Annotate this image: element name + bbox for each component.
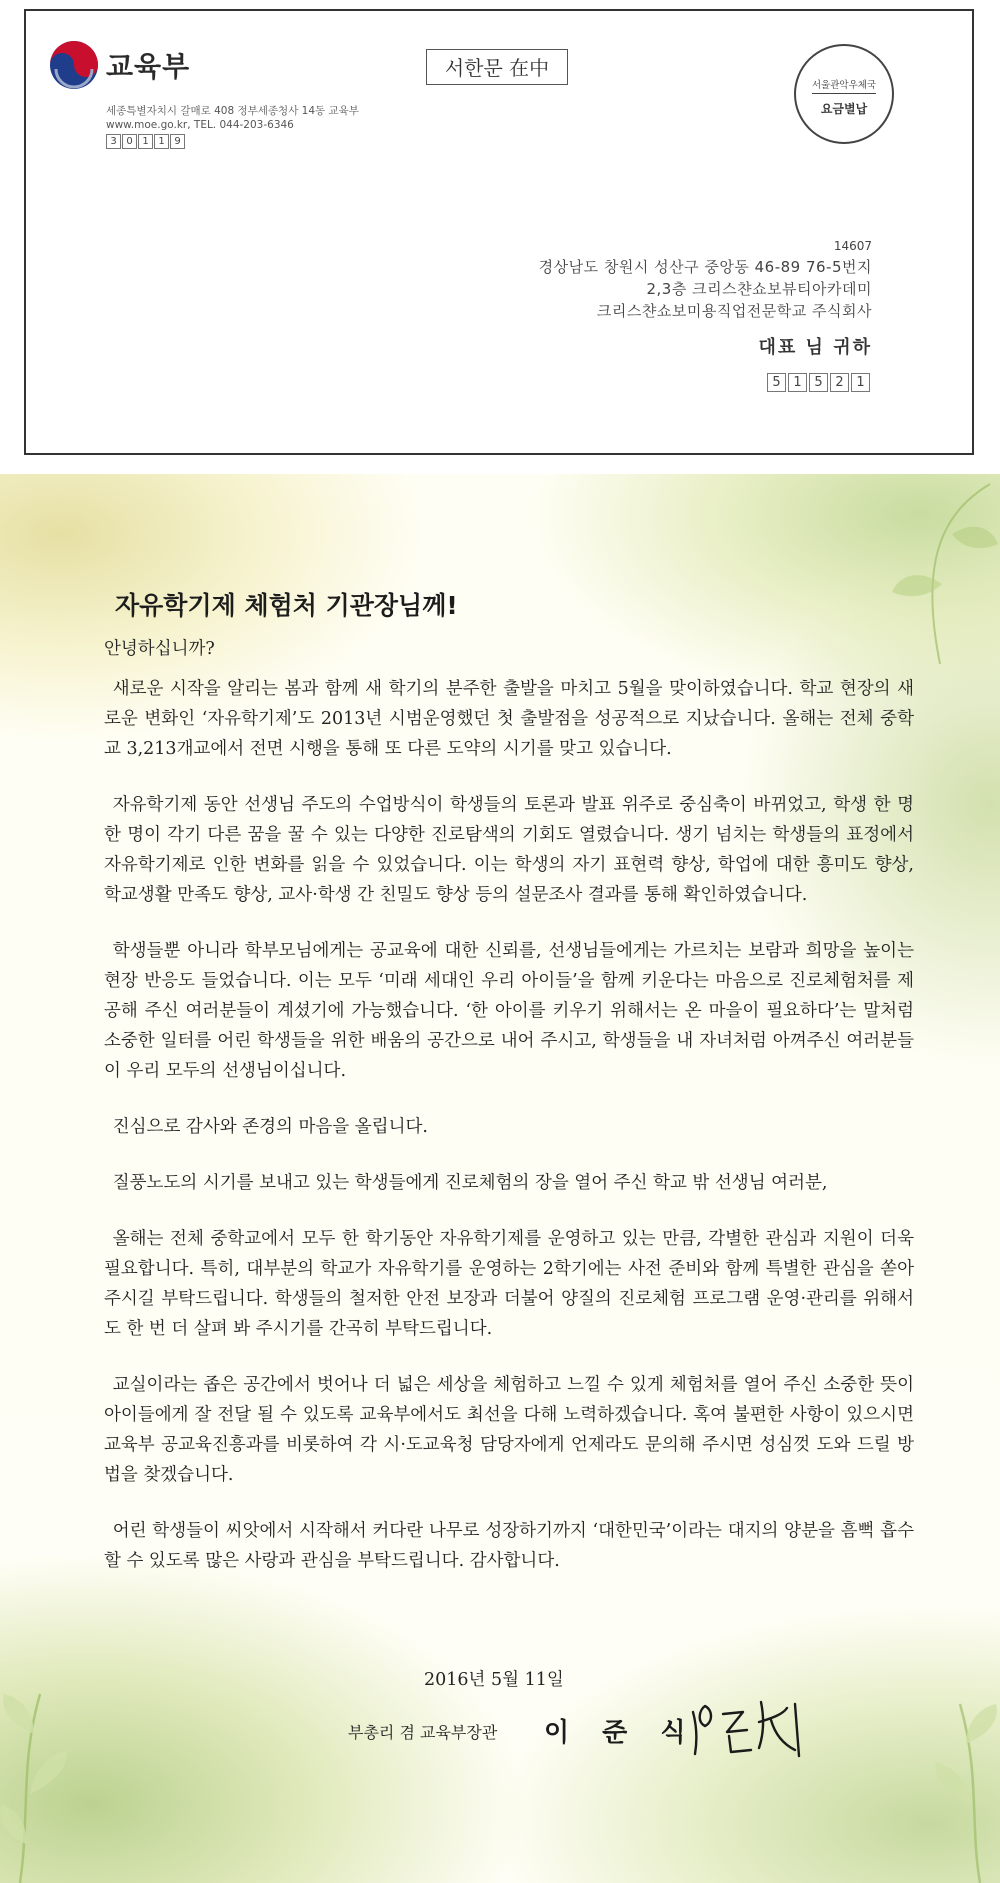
envelope <box>24 9 974 455</box>
letter-paragraph: 자유학기제 동안 선생님 주도의 수업방식이 학생들의 토론과 발표 위주로 중심축이 바뀌었고, 학생 한 명 한 명이 각기 다른 꿈을 꿀 수 있는 다양한 진로탐색의 기회도 열렸습니다. 생기 넘치는 학생들의 표정에서 자유학기제로 인한 변화를 읽을 수 있었습니다. 이는 학생의 자기 표현력 향상, 학업에 대한 흥미도 향상, 학교생활 만족도 향상, 교사·학생 간 친밀도 향상 등의 설문조사 결과를 통해 확인하였습니다. <box>104 795 914 905</box>
zip-digit: 5 <box>767 373 786 392</box>
letter-body <box>104 634 914 1576</box>
letter-paragraph: 올해는 전체 중학교에서 모두 한 학기동안 자유학기제를 운영하고 있는 만큼, 각별한 관심과 지원이 더욱 필요합니다. 특히, 대부분의 학교가 자유학기를 운영하는 2학기에는 사전 준비와 함께 특별한 관심을 쏟아 주시길 부탁드립니다. 학생들의 철저한 안전 보장과 더불어 양질의 진로체험 프로그램 운영·관리를 위해서도 한 번 더 살펴 봐 주시기를 간곡히 부탁드립니다. <box>104 1229 914 1339</box>
recipient-zip: 14607 <box>833 239 872 253</box>
zip-digit: 2 <box>830 373 849 392</box>
handwritten-signature <box>683 1692 813 1762</box>
zip-digit: 3 <box>106 134 121 149</box>
letter-paragraph: 어린 학생들이 씨앗에서 시작해서 커다란 나무로 성장하기까지 ‘대한민국’이라는 대지의 양분을 흠뻑 흡수할 수 있도록 많은 사랑과 관심을 부탁드립니다. 감사합니다. <box>104 1521 914 1571</box>
sender-address: 세종특별자치시 갈매로 408 정부세종청사 14동 교육부 <box>106 105 359 117</box>
letter-date: 2016년 5월 11일 <box>424 1670 564 1690</box>
signer-name: 이 준 식 <box>544 1718 698 1748</box>
zip-digit: 1 <box>154 134 169 149</box>
sender-contact: www.moe.go.kr, TEL. 044-203-6346 <box>106 119 294 131</box>
letter-paragraph: 학생들뿐 아니라 학부모님에게는 공교육에 대한 신뢰를, 선생님들에게는 가르치는 보람과 희망을 높이는 현장 반응도 들었습니다. 이는 모두 ‘미래 세대인 우리 아이들’을 함께 키운다는 마음으로 진로체험처를 제공해 주신 여러분들이 계셨기에 가능했습니다. ‘한 아이를 키우기 위해서는 온 마을이 필요하다’는 말처럼 소중한 일터를 어린 학생들을 위한 배움의 공간으로 내어 주시고, 학생들을 내 자녀처럼 아껴주신 여러분들이 우리 모두의 선생님이십니다. <box>104 941 914 1081</box>
taegeuk-icon <box>48 39 100 91</box>
zip-digit: 1 <box>788 373 807 392</box>
enclosed-letter-stamp: 서한문 在中 <box>426 49 568 85</box>
zip-digit: 5 <box>809 373 828 392</box>
recipient-line: 크리스챤쇼보미용직업전문학교 주식회사 <box>596 302 872 320</box>
letter-greeting: 안녕하십니까? <box>104 639 215 659</box>
letter-paragraph: 질풍노도의 시기를 보내고 있는 학생들에게 진로체험의 장을 열어 주신 학교 밖 선생님 여러분, <box>112 1173 828 1193</box>
zip-digit: 1 <box>138 134 153 149</box>
recipient-title: 대표 님 귀하 <box>758 337 872 358</box>
zip-digit: 0 <box>122 134 137 149</box>
zip-digit: 9 <box>170 134 185 149</box>
letter-paragraph: 새로운 시작을 알리는 봄과 함께 새 학기의 분주한 출발을 마치고 5월을 맞이하였습니다. 학교 현장의 새로운 변화인 ‘자유학기제’도 2013년 시범운영했던 첫 출발점을 성공적으로 지났습니다. 올해는 전체 중학교 3,213개교에서 전면 시행을 통해 또 다른 도약의 시기를 맞고 있습니다. <box>104 679 914 759</box>
ministry-logo <box>48 39 190 91</box>
sender-zip <box>106 134 186 149</box>
recipient-line: 2,3층 크리스챤쇼보뷰티아카데미 <box>646 280 872 298</box>
ministry-name: 교육부 <box>106 50 191 83</box>
postmark-divider <box>812 93 876 94</box>
leaf-decoration-icon <box>0 1654 140 1883</box>
postmark-office: 서울관악우체국 <box>811 80 877 91</box>
recipient-zip-boxes <box>767 373 872 392</box>
postmark <box>794 44 894 144</box>
zip-digit: 1 <box>851 373 870 392</box>
letter-heading: 자유학기제 체험처 기관장님께! <box>115 591 458 620</box>
letter-page <box>0 474 1000 1883</box>
recipient-address <box>539 239 872 322</box>
letter-paragraph: 진심으로 감사와 존경의 마음을 올립니다. <box>112 1117 428 1137</box>
signer-title: 부총리 겸 교육부장관 <box>348 1723 498 1742</box>
letter-paragraph: 교실이라는 좁은 공간에서 벗어나 더 넓은 세상을 체험하고 느낄 수 있게 체험처를 열어 주신 소중한 뜻이 아이들에게 잘 전달 될 수 있도록 교육부에서도 최선을 다해 노력하겠습니다. 혹여 불편한 사항이 있으시면 교육부 공교육진흥과를 비롯하여 각 시·도교육청 담당자에게 언제라도 문의해 주시면 성심껏 도와 드릴 방법을 찾겠습니다. <box>104 1375 914 1485</box>
leaf-decoration-icon <box>860 1674 1000 1883</box>
recipient-line: 경상남도 창원시 성산구 중앙동 46-89 76-5번지 <box>538 258 872 276</box>
postmark-fee: 요금별납 <box>820 102 868 116</box>
